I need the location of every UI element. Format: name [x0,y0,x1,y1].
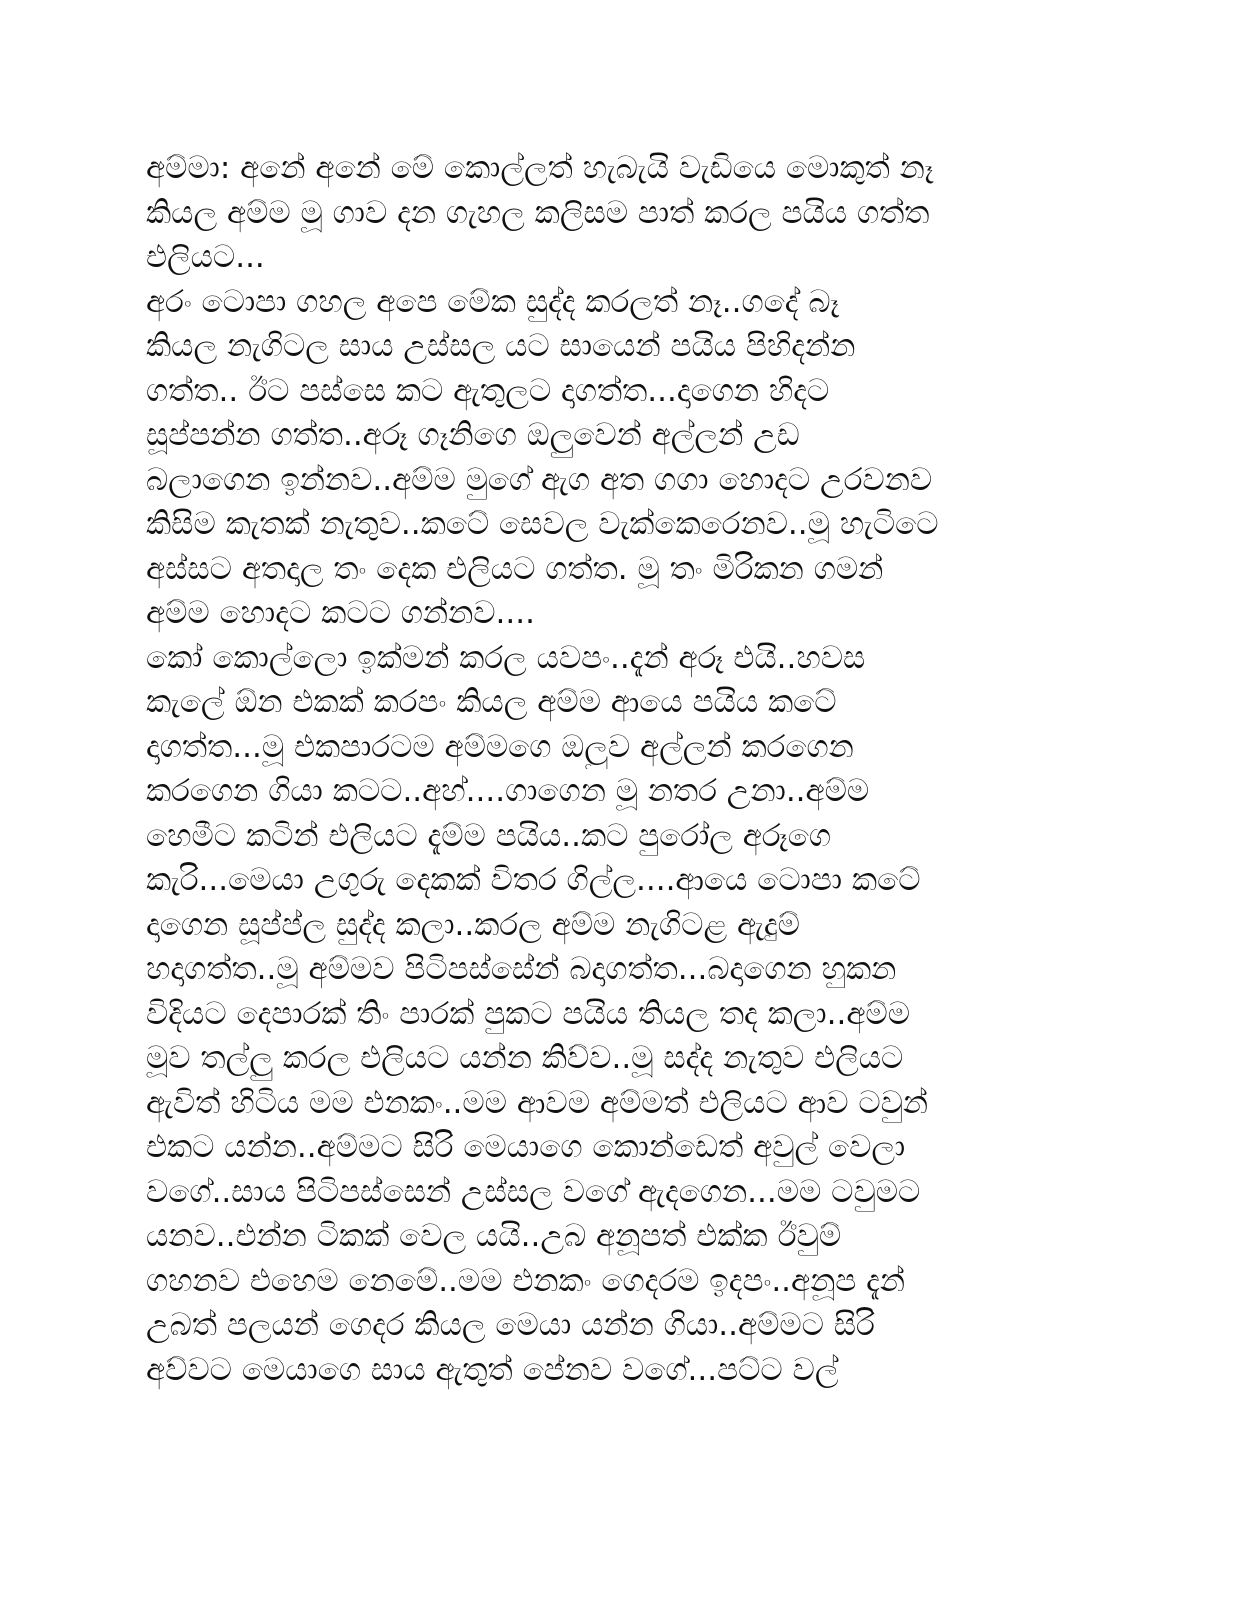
text-line: යනව..එන්න ටිකක් වෙල යයි..උබ අනූපත් එක්ක ඊවුම් [146,1218,842,1254]
text-line: විදියට දෙපාරක් තිං පාරක් පුකට පයිය තියල තද කලා..අම්ම [146,995,911,1032]
text-line: එකට යන්න..අම්මට සිරි මෙයාගෙ කොන්ඩෙත් අවුල් වෙලා [146,1129,906,1165]
text-line: ගත්ත.. ඊට පස්සෙ කට ඇතුලට දාගත්ත...දාගෙන හිදට [146,372,830,409]
text-line: දාගෙන සූප්ප්ල සුද්ද කලා..කරල අම්ම නැගිටළ ඇදුම් [146,906,800,943]
text-line: කිසිම කැතක් නැතුව..කටේ සෙවල වැක්කෙරෙනව..මූ හැටිටෙ [146,506,939,542]
text-line: ඇවිත් හිටිය මම එනකං..මම ආවම අම්මත් එලියට ආව ටවුන් [146,1084,929,1121]
text-line: අව්වට මෙයාගෙ සාය ඇතුත් පේනව වගේ...පට්ට වල් [146,1351,839,1388]
text-line: මූව තල්ලු කරල එලියට යන්න කිව්ව..මූ සද්ද නැතුව එලියට [146,1040,904,1076]
text-line: හෙමීට කටින් එලියට දැම්ම පයිය..කට පුරෝල අරූගෙ [146,817,832,854]
text-line: උබත් පලයන් ගෙදර කියල මෙයා යන්න ගියා..අම්මට සිරි [146,1307,875,1343]
text-line: අම්මා: අනේ අනේ මේ කොල්ලත් හැබැයි වැඩියෙ මොකුත් නෑ [146,150,934,186]
text-line: බලාගෙන ඉන්නව..අම්ම මුගේ ඇග අත ගගා හොදට උරවනව [146,461,933,498]
text-line: කැලේ ඕන එකක් කරපං කියල අම්ම ආයෙ පයිය කටේ [146,684,837,720]
body-text [146,146,1076,1392]
text-line: දාගත්ත...මූ එකපාරටම අම්මගෙ ඔලුව අල්ලන් කරගෙන [146,728,854,765]
text-line: කරගෙන ගියා කටට..අහ්....ගාගෙන මූ නතර උනා..අම්ම [146,773,870,809]
text-line: ගහනව එහෙම නෙමේ..මම එනකං ගෙදරම ඉදපං..අනූප දැන් [146,1262,906,1299]
text-line: කියල නැගිටල සාය උස්සල යට සායෙන් පයිය පිහිදන්න [146,328,856,364]
text-line: වගේ..සාය පිටිපස්සෙන් උස්සල වගේ ඇදගෙන...මම ටවුමට [146,1173,921,1210]
text-line: කැරි...මෙයා උගුරු දෙකක් විතර ගිල්ල....ආයෙ ටොපා කටේ [146,862,921,898]
text-line: සූප්පන්න ගත්ත..අරූ ගෑනිගෙ ඔලුවෙන් අල්ලන් උඩ [146,417,800,453]
text-line: කියල අම්ම මූ ගාව දන ගැහල කලිසම පාත් කරල පයිය ගත්ත [146,194,930,231]
text-line: අම්ම හොදට කටට ගන්නව.... [146,595,535,631]
text-line: අස්සට අතදාල තං දෙක එලියට ගත්ත. මූ තං මිරිකන ගමන් [146,550,884,587]
text-line: කෝ කොල්ලො ඉක්මන් කරල යවපං..දැන් අරූ එයි..හවස [146,639,866,676]
text-line: හදාගත්ත..මූ අම්මව පිටිපස්සේන් බදාගත්ත...බදාගෙන හුකන [146,951,897,987]
text-line: අරං ටොපා ගහල අපෙ මේක සුද්ද කරලත් නෑ..ගදේ බෑ [146,283,840,320]
text-line: එලියට... [146,239,265,275]
